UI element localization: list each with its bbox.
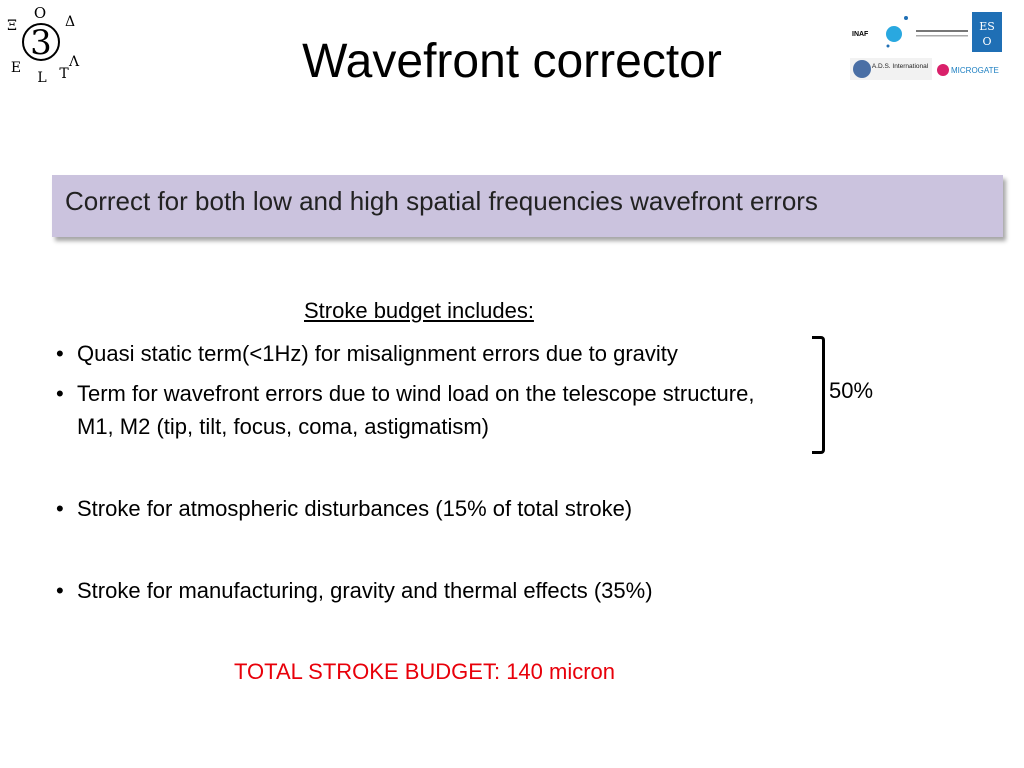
svg-text:Δ: Δ xyxy=(64,14,76,30)
ads-international-logo xyxy=(850,58,932,80)
grouping-bracket xyxy=(812,336,825,454)
svg-text:O: O xyxy=(982,35,992,48)
svg-text:MICROGATE: MICROGATE xyxy=(951,66,999,75)
emblem-number: 3 xyxy=(30,23,52,63)
svg-text:T: T xyxy=(59,66,69,82)
bracket-percentage: 50% xyxy=(829,378,874,403)
svg-text:ES: ES xyxy=(979,20,995,33)
svg-text:L: L xyxy=(37,70,47,84)
eso-logo xyxy=(972,12,1002,52)
microgate-logo xyxy=(937,64,999,76)
svg-text:E: E xyxy=(10,60,22,76)
total-stroke-budget: TOTAL STROKE BUDGET: 140 micron xyxy=(234,659,616,684)
bullet-text: Stroke for atmospheric disturbances (15% of total stroke) xyxy=(77,496,633,521)
bullet-text: Quasi static term(<1Hz) for misalignment errors due to gravity xyxy=(77,341,678,366)
key-message-callout xyxy=(52,175,1003,237)
svg-text:Λ: Λ xyxy=(68,54,80,70)
inaf-logo xyxy=(852,16,968,48)
svg-text:O: O xyxy=(33,4,47,22)
partner-logos xyxy=(848,8,1018,84)
svg-text:A.D.S. International: A.D.S. International xyxy=(871,63,929,70)
svg-text:Ξ: Ξ xyxy=(7,18,17,34)
callout-text: Correct for both low and high spatial frequencies wavefront errors xyxy=(65,186,818,216)
stroke-budget-heading: Stroke budget includes: xyxy=(304,298,534,323)
bullet-text: Stroke for manufacturing, gravity and thermal effects (35%) xyxy=(77,578,653,603)
slide-title: Wavefront corrector xyxy=(302,35,722,88)
bullet-text: Term for wavefront errors due to wind load on the telescope structure, M1, M2 (tip, tilt, focus, coma, astigmatism) xyxy=(77,381,755,439)
svg-text:INAF: INAF xyxy=(852,31,869,38)
